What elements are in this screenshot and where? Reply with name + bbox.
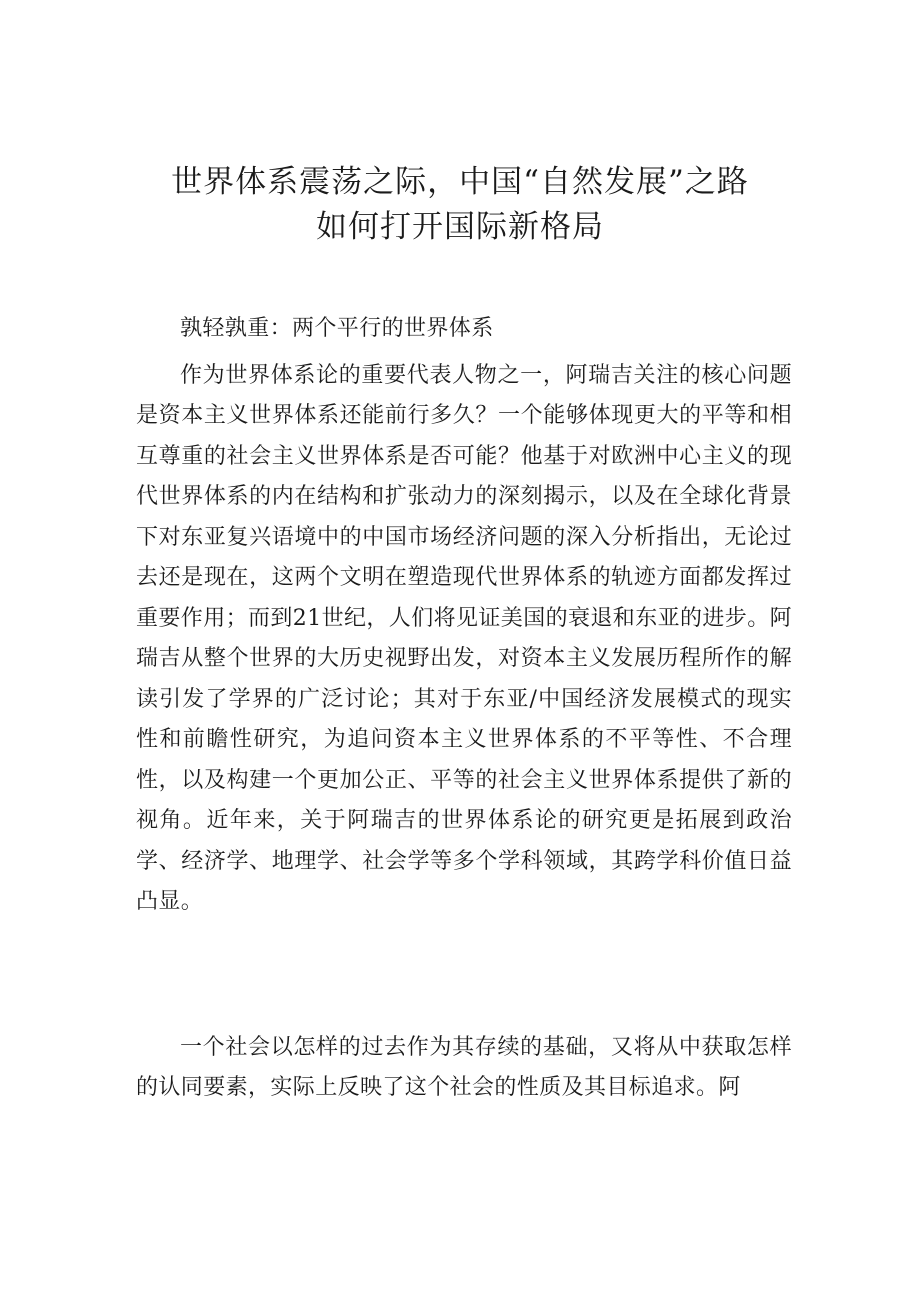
paragraph-spacer (136, 923, 792, 1028)
document-body (136, 309, 792, 1109)
title-line-2: 如何打开国际新格局 (316, 209, 604, 245)
section-subheading: 孰轻孰重：两个平行的世界体系 (180, 316, 494, 341)
body-paragraph-1: 作为世界体系论的重要代表人物之一，阿瑞吉关注的核心问题是资本主义世界体系还能前行多久？一个能够体现更大的平等和相互尊重的社会主义世界体系是否可能？他基于对欧洲中心主义的现代世界体系的内在结构和扩张动力的深刻揭示，以及在全球化背景下对东亚复兴语境中的中国市场经济问题的深入分析指出，无论过去还是现在，这两个文明在塑造现代世界体系的轨迹方面都发挥过重要作用；而到21世纪，人们将见证美国的衰退和东亚的进步。阿瑞吉从整个世界的大历史视野出发，对资本主义发展历程所作的解读引发了学界的广泛讨论；其对于东亚/中国经济发展模式的现实性和前瞻性研究，为追问资本主义世界体系的不平等性、不合理性，以及构建一个更加公正、平等的社会主义世界体系提供了新的视角。近年来，关于阿瑞吉的世界体系论的研究更是拓展到政治学、经济学、地理学、社会学等多个学科领域，其跨学科价值日益凸显。 (136, 362, 792, 914)
body-paragraph-2: 一个社会以怎样的过去作为其存续的基础，又将从中获取怎样的认同要素，实际上反映了这个社会的性质及其目标追求。阿 (136, 1034, 792, 1100)
title-line-1: 世界体系震荡之际，中国“自然发展”之路 (171, 164, 749, 200)
document-title (120, 160, 800, 250)
